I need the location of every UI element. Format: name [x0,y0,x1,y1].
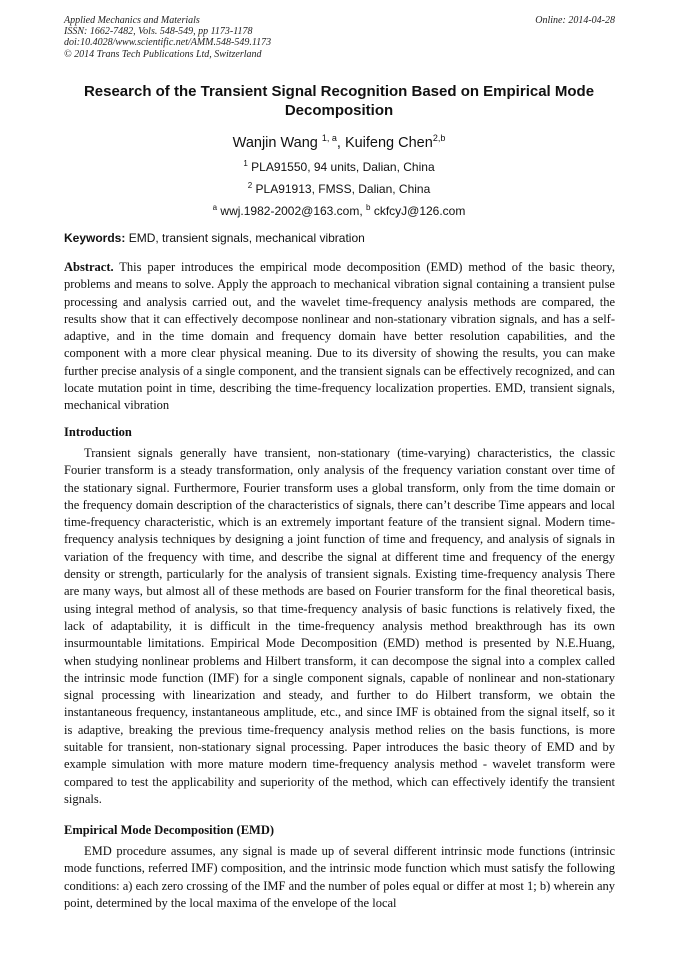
email-line [40,201,638,218]
author-line [40,129,638,152]
affiliation-1 [40,157,638,174]
online-date: Online: 2014-04-28 [535,15,615,26]
email-superscript: b [366,203,371,212]
email-address: wwj.1982-2002@163.com, [220,204,367,218]
emd-text: EMD procedure assumes, any signal is made up of several different intrinsic mode functions (intrinsic mode functions, referred IMF) composition, and the intrinsic mode function which must satisfy the following conditions: a) each zero crossing of the IMF and the number of poles equal or differ at most 1; b) wherein any point, determined by the local maxima of the envelope of the local [64,844,615,910]
introduction-text: Transient signals generally have transient, non-stationary (time-varying) characteristics, the classic Fourier transform is a steady transformation, only analysis of the frequency variation constant over time of the stationary signal. Furthermore, Fourier transform uses a global transform, only from the time domain or the frequency domain description of the characteristics of signals, there can’t describe Time appears and local time-frequency characteristic, which is an extremely important feature of the transient signal. Modern time-frequency analysis techniques by designing a joint function of time and frequency, and analysis of signals in variation of the frequency with time, and describe the signal at different time and frequency of the energy density or strength, particularly for the analysis of transient signals. Existing time-frequency analysis There are many ways, but almost all of these methods are based on Fourier transform for the final theoretical basis, using integral method of analysis, so that time-frequency analysis of basic functions is relatively fixed, the lack of adaptability, it is difficult in the time-frequency analysis method breakthrough has its own insurmountable limitations. Empirical Mode Decomposition (EMD) method is presented by N.E.Huang, when studying nonlinear problems and Hilbert transform, it can decompose the signal into a complex called the intrinsic mode function (IMF) for a single component signals, capable of nonlinear and non-stationary signal processing with linearization and steady, and further to do Hilbert transform, we obtain the instantaneous frequency, instantaneous amplitude, etc., and since IMF is obtained from the signal itself, so it is adaptive, breaking the previous time-frequency analysis method relies on the basis functions, is more suitable for transient, non-stationary signal processing. Paper introduces the basic theory of EMD and by example simulation with more mature modern time-frequency analysis method - wavelet transform were compared to test the applicability and superiority of the method, which can effectively identify the transient signals. [64,446,615,806]
email-superscript: a [212,203,218,212]
abstract [64,259,615,415]
keywords-label: Keywords: [64,231,126,245]
author-superscript: 2,b [432,133,446,143]
issn-line: ISSN: 1662-7482, Vols. 548-549, pp 1173-1178 [64,26,253,38]
affiliation-text: PLA91913, FMSS, Dalian, China [255,182,431,196]
affiliation-superscript: 1 [243,159,248,168]
author-superscript: 1, a [321,133,337,143]
journal-header [64,15,615,60]
paper-title: Research of the Transient Signal Recognition Based on Empirical Mode Decomposition [83,83,595,119]
introduction-paragraph [64,445,615,808]
affiliation-2 [40,179,638,196]
emd-paragraph [64,843,615,912]
journal-name: Applied Mechanics and Materials [64,15,200,26]
section-heading-emd: Empirical Mode Decomposition (EMD) [64,823,275,837]
email-address: ckfcyJ@126.com [373,204,466,218]
abstract-label: Abstract. [64,260,114,274]
copyright-line: © 2014 Trans Tech Publications Ltd, Switzerland [64,48,262,60]
section-heading-introduction: Introduction [64,425,132,439]
author-name: Wanjin Wang [232,135,318,151]
doi-line: doi:10.4028/www.scientific.net/AMM.548-549.1173 [64,37,272,49]
affiliation-text: PLA91550, 94 units, Dalian, China [251,160,435,174]
keywords-text: EMD, transient signals, mechanical vibration [125,231,365,245]
affiliation-superscript: 2 [247,181,253,190]
abstract-text: This paper introduces the empirical mode decomposition (EMD) method of the basic theory, problems and means to solve. Apply the approach to mechanical vibration signal containing a transient pulse processing and analysis carried out, and the wavelet time-frequency analysis methods are compared, the results show that it can effectively decompose nonlinear and non-stationary vibration signals, and has a self-adaptive, and in the time domain and frequency domain have better resolution capabilities, and the component with a more clear physical meaning. Due to its diversity of showing the results, you can make further precise analysis of a single component, and the transient signals can be effectively recognized, and can locate mutation point in time, describing the time-frequency localization properties. EMD, transient signals, mechanical vibration [64,260,615,413]
keywords [64,231,615,245]
author-separator: , [336,135,345,151]
author-name: Kuifeng Chen [344,135,433,151]
